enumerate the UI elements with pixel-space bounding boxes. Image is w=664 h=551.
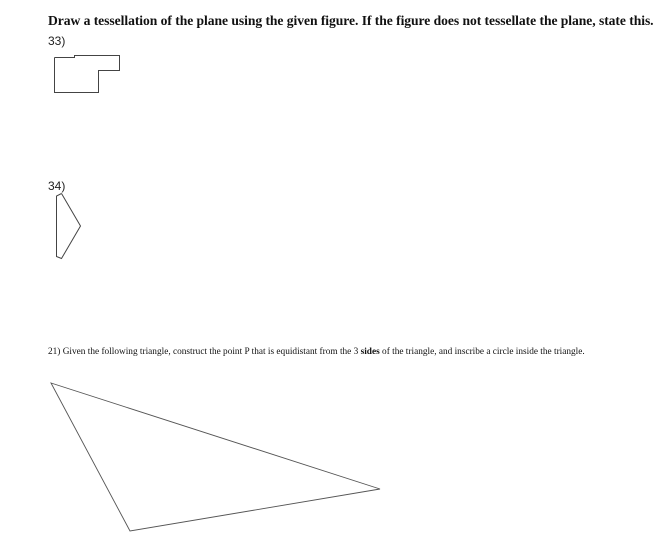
tessellation-instructions: Draw a tessellation of the plane using the given figure. If the figure does not tessellate the plane, state this.: [48, 13, 654, 28]
l-shaped-polygon-icon: [54, 55, 122, 95]
problem-21-bold-word: sides: [360, 347, 380, 357]
problem-21-text: [48, 346, 608, 359]
problem-21-text-after: of the triangle, and inscribe a circle inside the triangle.: [379, 347, 585, 357]
problem-34-number: 34): [48, 179, 66, 193]
trapezoid-pentagon-icon: [56, 192, 82, 260]
problem-33-number: 33): [48, 34, 66, 48]
problem-21-text-before: 21) Given the following triangle, construct the point P that is equidistant from the 3: [48, 347, 361, 357]
triangle-icon: [50, 381, 390, 541]
